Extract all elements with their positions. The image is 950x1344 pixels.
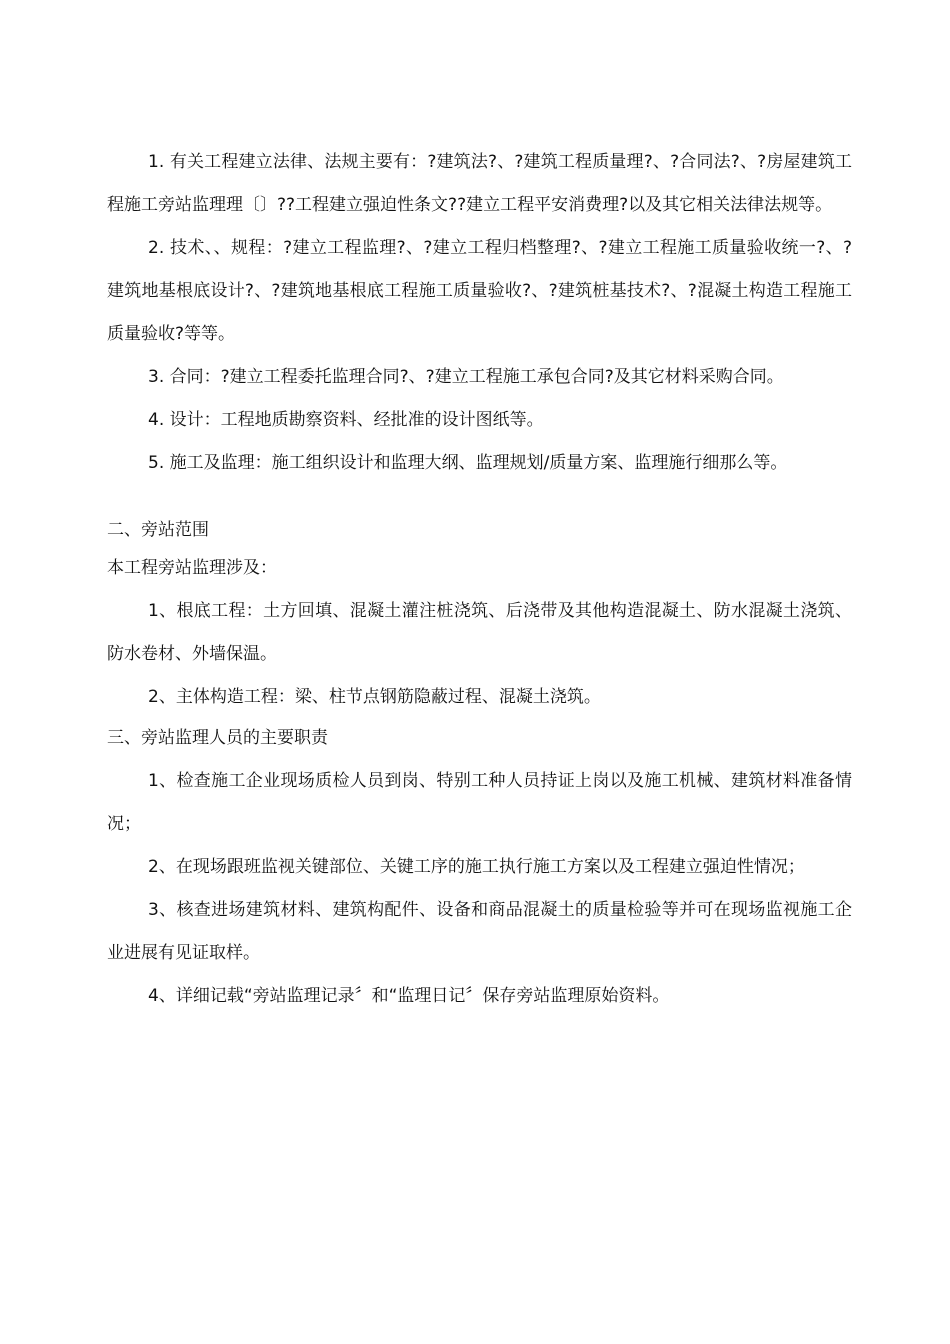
basis-item-4: [107, 399, 852, 442]
section-heading-duties: 三、旁站监理人员的主要职责: [107, 728, 328, 748]
scope-intro: 本工程旁站监理涉及：: [107, 558, 277, 578]
basis-item-2: [107, 227, 852, 356]
basis-item-1: [107, 141, 852, 227]
scope-item-2: 2、主体构造工程：梁、柱节点钢筋隐蔽过程、混凝土浇筑。: [148, 687, 601, 707]
item-text: 合同：?建立工程委托监理合同?、?建立工程施工承包合同?及其它材料采购合同。: [169, 367, 784, 387]
item-number: 4.: [148, 410, 165, 430]
item-number: 5.: [148, 453, 165, 473]
item-number: 3.: [148, 367, 165, 387]
item-text: 施工及监理：施工组织设计和监理大纲、监理规划/质量方案、监理施行细那么等。: [169, 453, 788, 473]
duty-item-3: 3、核查进场建筑材料、建筑构配件、设备和商品混凝土的质量检验等并可在现场监视施工企业进展有见证取样。: [107, 900, 852, 963]
item-text: 有关工程建立法律、法规主要有：?建筑法?、?建筑工程质量理?、?合同法?、?房屋建筑工程施工旁站监理理〔〕??工程建立强迫性条文??建立工程平安消费理?以及其它相关法律法规等。: [107, 152, 852, 215]
duty-item-2: 2、在现场跟班监视关键部位、关键工序的施工执行施工方案以及工程建立强迫性情况；: [148, 857, 805, 877]
section-spacer: [107, 485, 852, 511]
section-heading-scope: 二、旁站范围: [107, 520, 209, 540]
item-number: 1.: [148, 152, 165, 172]
item-number: 2.: [148, 238, 165, 258]
document-body: [107, 141, 852, 1018]
duty-item-4: 4、详细记载“旁站监理记录〞和“监理日记〞保存旁站监理原始资料。: [148, 986, 670, 1006]
duty-item-1: 1、检查施工企业现场质检人员到岗、特别工种人员持证上岗以及施工机械、建筑材料准备情况；: [107, 771, 852, 834]
basis-item-3: [107, 356, 852, 399]
scope-item-1: 1、根底工程：土方回填、混凝土灌注桩浇筑、后浇带及其他构造混凝土、防水混凝土浇筑、防水卷材、外墙保温。: [107, 601, 852, 664]
item-text: 设计：工程地质勘察资料、经批准的设计图纸等。: [169, 410, 544, 430]
item-text: 技术、、规程：?建立工程监理?、?建立工程归档整理?、?建立工程施工质量验收统一?、?建筑地基根底设计?、?建筑地基根底工程施工质量验收?、?建筑桩基技术?、?混凝土构造工程施工质量验收?等等。: [107, 238, 852, 344]
basis-item-5: [107, 442, 852, 485]
